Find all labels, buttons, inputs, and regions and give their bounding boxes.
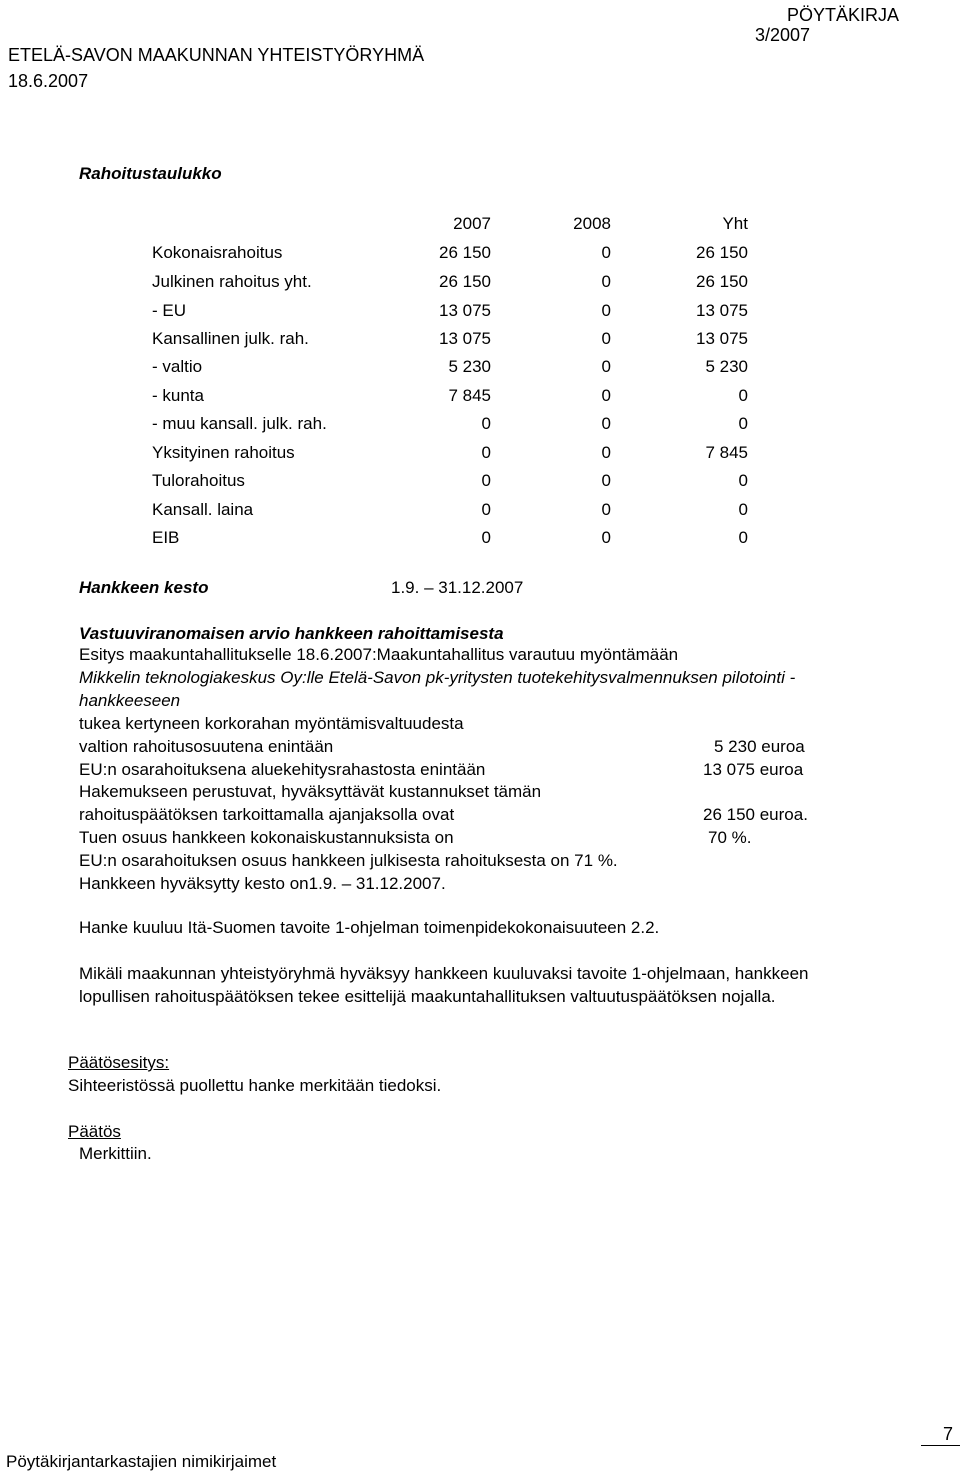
cell-total: 13 075 [696,329,748,348]
row-label: Kansall. laina [152,500,254,519]
funding-table-title: Rahoitustaulukko [79,164,222,183]
duration-label: Hankkeen kesto [79,578,209,597]
state-share-label: valtion rahoitusosuutena enintään [79,737,334,756]
support-share-label: Tuen osuus hankkeen kokonaiskustannuksista on [79,828,454,847]
cell-2007: 7 845 [448,386,491,405]
cell-2008: 0 [601,500,611,519]
cell-total: 5 230 [705,357,748,376]
cell-2007: 13 075 [439,301,491,320]
organization-name: ETELÄ-SAVON MAAKUNNAN YHTEISTYÖRYHMÄ [8,45,425,65]
period-label: rahoituspäätöksen tarkoittamalla ajanjaksolla ovat [79,805,455,824]
column-header-2007: 2007 [453,214,491,233]
page-number: 7 [942,1424,953,1444]
cell-total: 0 [738,471,748,490]
costs-line: Hakemukseen perustuvat, hyväksyttävät kustannukset tämän [79,782,542,801]
cell-2008: 0 [601,528,611,547]
row-label: Yksityinen rahoitus [152,443,295,462]
row-label: EIB [152,528,180,547]
duration-value: 1.9. – 31.12.2007 [391,578,524,597]
cell-2007: 0 [481,443,491,462]
row-label: Kansallinen julk. rah. [152,329,309,348]
assessment-title: Vastuuviranomaisen arvio hankkeen rahoittamisesta [79,624,504,643]
cell-total: 13 075 [696,301,748,320]
program-statement: Hanke kuuluu Itä-Suomen tavoite 1-ohjelman toimenpidekokonaisuuteen 2.2. [79,918,660,937]
row-label: Julkinen rahoitus yht. [152,272,312,291]
cell-2007: 0 [481,500,491,519]
cell-2008: 0 [601,329,611,348]
row-label: Kokonaisrahoitus [152,243,283,262]
cell-total: 0 [738,386,748,405]
condition-line-continued: lopullisen rahoituspäätöksen tekee esittelijä maakuntahallituksen valtuutuspäätöksen nojalla. [79,987,776,1006]
eu-share-amount: 13 075 euroa [703,760,804,779]
cell-2008: 0 [601,443,611,462]
cell-2007: 0 [481,528,491,547]
state-share-amount: 5 230 euroa [714,737,805,756]
document-number: 3/2007 [754,25,810,45]
cell-2007: 26 150 [439,272,491,291]
row-label: - valtio [152,357,203,376]
proposal-heading: Päätösesitys: [68,1053,170,1072]
cell-total: 7 845 [705,443,748,462]
column-header-total: Yht [722,214,748,233]
cell-total: 26 150 [696,243,748,262]
proposal-text: Sihteeristössä puollettu hanke merkitään tiedoksi. [68,1076,442,1095]
signature-initials-label: Pöytäkirjantarkastajien nimikirjaimet [6,1452,277,1471]
condition-line: Mikäli maakunnan yhteistyöryhmä hyväksyy hankkeen kuuluvaksi tavoite 1-ohjelmaan, hankkeen [79,964,809,983]
cell-2007: 5 230 [448,357,491,376]
cell-total: 0 [738,528,748,547]
assessment-intro: Esitys maakuntahallitukselle 18.6.2007:Maakuntahallitus varautuu myöntämään [79,645,679,664]
cell-2008: 0 [601,386,611,405]
cell-2007: 26 150 [439,243,491,262]
cell-total: 0 [738,414,748,433]
cell-2008: 0 [601,243,611,262]
cell-2007: 0 [481,471,491,490]
applicant-line: Mikkelin teknologiakeskus Oy:lle Etelä-Savon pk-yritysten tuotekehitysvalmennuksen pilotointi - [79,668,796,687]
eu-share-label: EU:n osarahoituksena aluekehitysrahastosta enintään [79,760,486,779]
cell-2008: 0 [601,272,611,291]
decision-heading: Päätös [68,1122,121,1141]
cell-2008: 0 [601,414,611,433]
cell-2008: 0 [601,357,611,376]
cell-total: 0 [738,500,748,519]
eu-public-share: EU:n osarahoituksen osuus hankkeen julkisesta rahoituksesta on 71 %. [79,851,618,870]
row-label: - kunta [152,386,204,405]
cell-2008: 0 [601,471,611,490]
support-share-amount: 70 %. [708,828,752,847]
support-line: tukea kertyneen korkorahan myöntämisvaltuudesta [79,714,464,733]
row-label: - EU [152,301,186,320]
row-label: - muu kansall. julk. rah. [152,414,327,433]
decision-text: Merkittiin. [79,1144,152,1163]
page-number-rule [921,1445,960,1446]
period-amount: 26 150 euroa. [703,805,808,824]
document-type: PÖYTÄKIRJA [786,5,899,25]
applicant-line-continued: hankkeeseen [79,691,181,710]
meeting-date: 18.6.2007 [8,71,89,91]
cell-2007: 13 075 [439,329,491,348]
cell-2007: 0 [481,414,491,433]
row-label: Tulorahoitus [152,471,245,490]
cell-2008: 0 [601,301,611,320]
cell-total: 26 150 [696,272,748,291]
column-header-2008: 2008 [573,214,611,233]
approved-duration: Hankkeen hyväksytty kesto on1.9. – 31.12.2007. [79,874,446,893]
